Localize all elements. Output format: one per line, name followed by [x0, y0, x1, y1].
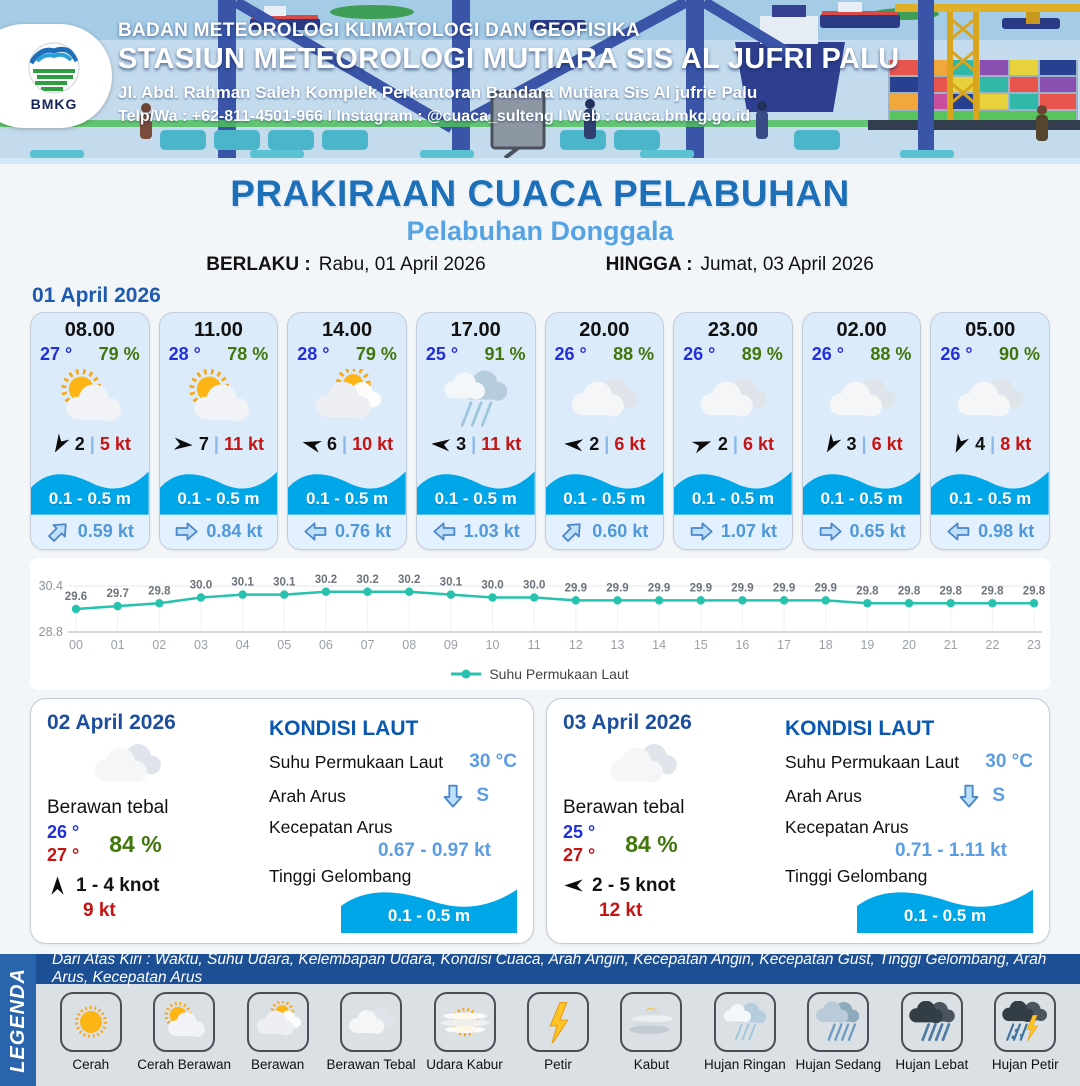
wave-height-value: 0.1 - 0.5 m: [820, 488, 903, 508]
legend-footer: [0, 951, 1080, 1086]
current-direction-icon: [689, 519, 714, 544]
sst-line-chart: [30, 564, 1050, 664]
weather-icon-berawan-tebal: [546, 367, 664, 430]
svg-text:29.7: 29.7: [106, 588, 129, 601]
day3-gust: 12 kt: [599, 899, 643, 921]
weather-icon-cerah-berawan: [31, 367, 149, 430]
legend-item: [512, 992, 604, 1072]
current-direction-icon: [174, 519, 199, 544]
day3-wind-range: 2 - 5 knot: [592, 874, 676, 896]
day3-temp-max: 27 °: [563, 845, 596, 866]
day2-gust: 9 kt: [83, 899, 116, 921]
wind-direction-icon: [689, 431, 716, 458]
legend-items: [36, 984, 1080, 1072]
station-address: Jl. Abd. Rahman Saleh Komplek Perkantoran Bandara Mutiara Sis Al jufrie Palu: [118, 83, 758, 102]
forecast-time: 08.00: [64, 319, 115, 341]
wave-height-value: 0.1 - 0.5 m: [563, 488, 646, 508]
svg-text:29.9: 29.9: [731, 582, 754, 595]
day3-date: 03 April 2026: [563, 711, 692, 734]
hourly-forecast-card: [802, 312, 922, 550]
wind-direction-icon: [45, 430, 74, 459]
current-direction-icon: [41, 514, 76, 549]
svg-text:22: 22: [985, 638, 1000, 652]
current-speed: 0.65 kt: [849, 521, 906, 542]
legend-icon-hujan-petir: [994, 992, 1056, 1052]
gust-speed: 10 kt: [352, 434, 394, 455]
svg-text:04: 04: [235, 638, 250, 652]
wind-direction-icon: [172, 433, 195, 456]
legend-icon-udara-kabur: [434, 992, 496, 1052]
forecast-time: 02.00: [836, 319, 887, 341]
legend-title: LEGENDA: [6, 967, 29, 1073]
legend-item-label: Hujan Sedang: [795, 1057, 882, 1072]
sst-chart-panel: [30, 558, 1050, 690]
current-direction-value: S: [992, 785, 1005, 806]
forecast-time: 20.00: [579, 319, 630, 341]
current-direction-icon: [956, 783, 982, 809]
separator: |: [861, 434, 867, 455]
current-direction-icon: [440, 783, 466, 809]
current-speed: 0.59 kt: [77, 521, 134, 542]
chart-legend-label: Suhu Permukaan Laut: [489, 666, 629, 682]
day2-date: 02 April 2026: [47, 711, 176, 734]
air-temperature: 26 °: [811, 344, 844, 364]
header-banner: [0, 0, 1080, 158]
svg-text:03: 03: [194, 638, 208, 652]
svg-text:29.9: 29.9: [814, 582, 837, 595]
current-speed-value: 0.67 - 0.97 kt: [377, 840, 491, 861]
weather-icon-hujan-ringan: [417, 367, 535, 430]
wind-speed: 7: [198, 434, 209, 455]
header-divider: [0, 158, 1080, 164]
humidity: 90 %: [998, 344, 1040, 364]
current-direction-value: S: [476, 785, 489, 806]
legend-icon-berawan-tebal: [340, 992, 402, 1052]
svg-text:29.8: 29.8: [856, 585, 879, 598]
sea-conditions-heading: KONDISI LAUT: [269, 717, 419, 740]
svg-text:20: 20: [902, 638, 916, 652]
page-subtitle: Pelabuhan Donggala: [406, 216, 674, 246]
wave-height-badge: [546, 459, 664, 515]
berlaku-label: BERLAKU :: [206, 254, 311, 275]
current-speed: 0.84 kt: [206, 521, 263, 542]
wind-direction-icon: [946, 431, 974, 459]
current-speed-label: Kecepatan Arus: [785, 817, 909, 837]
sea-conditions-heading: KONDISI LAUT: [785, 717, 935, 740]
sst-label: Suhu Permukaan Laut: [785, 751, 960, 772]
svg-text:28.8: 28.8: [38, 625, 63, 639]
sst-value: 30 °C: [985, 751, 1033, 772]
weather-icon-berawan-tebal: [931, 367, 1049, 430]
humidity: 88 %: [613, 344, 655, 364]
wind-direction-icon: [299, 432, 325, 458]
legend-icon-hujan-sedang: [807, 992, 869, 1052]
wave-height-value: 0.1 - 0.5 m: [177, 488, 260, 508]
wave-height-value: 0.1 - 0.5 m: [48, 488, 131, 508]
legend-item-label: Cerah: [72, 1057, 110, 1072]
humidity: 79 %: [355, 344, 397, 364]
wind-direction-icon: [429, 433, 452, 456]
separator: |: [990, 434, 996, 455]
wave-height-badge: [803, 459, 921, 515]
wave-height-value: 0.1 - 0.5 m: [691, 488, 775, 508]
weather-icon-berawan-tebal: [674, 367, 792, 430]
legend-item-label: Berawan: [250, 1057, 305, 1072]
wave-height-badge: [857, 877, 1033, 933]
wave-height-badge: [931, 459, 1049, 515]
current-speed-label: Kecepatan Arus: [269, 817, 393, 837]
gust-speed: 8 kt: [1000, 434, 1032, 455]
weather-icon-berawan-tebal: [589, 735, 697, 795]
wind-speed: 2: [589, 434, 600, 455]
forecast-time: 14.00: [322, 319, 373, 341]
svg-text:07: 07: [360, 638, 375, 652]
legend-item-label: Kabut: [633, 1057, 670, 1072]
svg-text:29.8: 29.8: [897, 585, 921, 598]
svg-text:13: 13: [610, 638, 625, 652]
humidity: 88 %: [870, 344, 912, 364]
legend-icon-cerah-berawan: [153, 992, 215, 1052]
legend-item-label: Udara Kabur: [426, 1057, 503, 1072]
legend-item-label: Petir: [544, 1057, 572, 1072]
wave-height-value: 0.1 - 0.5 m: [903, 906, 987, 925]
legend-icon-berawan: [247, 992, 309, 1052]
air-temperature: 26 °: [940, 344, 973, 364]
wind-speed: 3: [846, 434, 857, 455]
validity-row: [0, 254, 1080, 276]
svg-text:30.1: 30.1: [273, 576, 296, 589]
wave-height-value: 0.1 - 0.5 m: [305, 488, 389, 508]
svg-text:30.0: 30.0: [481, 579, 504, 592]
svg-text:01: 01: [110, 638, 125, 652]
chart-legend: [30, 664, 1050, 688]
wind-direction-icon: [562, 433, 585, 456]
hourly-forecast-card: [30, 312, 150, 550]
current-speed: 1.07 kt: [720, 521, 777, 542]
legend-item: [886, 992, 978, 1072]
wind-speed: 3: [456, 434, 467, 455]
sst-value: 30 °C: [469, 751, 517, 772]
forecast-time: 11.00: [193, 319, 243, 341]
svg-text:17: 17: [777, 638, 792, 652]
day2-humidity: 84 %: [109, 830, 162, 857]
day2-summary-card: [30, 698, 534, 944]
svg-text:19: 19: [860, 638, 875, 652]
legend-item-label: Hujan Ringan: [703, 1057, 786, 1072]
day2-temp-max: 27 °: [47, 845, 80, 866]
wind-speed: 2: [74, 434, 85, 455]
legend-marker-icon: [451, 669, 481, 679]
station-name: STASIUN METEOROLOGI MUTIARA SIS AL JUFRI PALU: [118, 43, 900, 75]
wave-height-badge: [160, 459, 278, 515]
day2-wind-range: 1 - 4 knot: [76, 874, 160, 896]
svg-text:30.1: 30.1: [231, 576, 254, 589]
svg-text:29.9: 29.9: [606, 582, 629, 595]
humidity: 79 %: [98, 344, 140, 364]
current-speed-value: 0.71 - 1.11 kt: [895, 840, 1007, 861]
legend-title-bar: [0, 954, 36, 1086]
wave-height-value: 0.1 - 0.5 m: [434, 488, 517, 508]
svg-text:14: 14: [652, 638, 667, 652]
svg-text:10: 10: [485, 638, 500, 652]
air-temperature: 26 °: [554, 344, 587, 364]
gust-speed: 5 kt: [99, 434, 131, 455]
legend-icon-hujan-lebat: [901, 992, 963, 1052]
air-temperature: 26 °: [683, 344, 716, 364]
svg-text:29.9: 29.9: [689, 582, 712, 595]
svg-text:29.8: 29.8: [148, 585, 171, 598]
hourly-forecast-card: [545, 312, 665, 550]
wave-height-label: Tinggi Gelombang: [785, 866, 928, 886]
svg-text:06: 06: [318, 638, 333, 652]
day3-condition: Berawan tebal: [563, 797, 685, 818]
hourly-forecast-row: [30, 312, 1050, 550]
forecast-time: 05.00: [965, 319, 1016, 341]
weather-icon-berawan-tebal: [803, 367, 921, 430]
hourly-forecast-card: [287, 312, 407, 550]
current-direction-icon: [818, 519, 843, 544]
bmkg-logo-text: BMKG: [30, 95, 78, 112]
svg-text:11: 11: [527, 638, 541, 652]
bmkg-logo-icon: [27, 41, 81, 95]
legend-item: [792, 992, 884, 1072]
wind-speed: 4: [975, 434, 986, 455]
hingga-label: HINGGA :: [605, 254, 693, 275]
day3-temp-min: 25 °: [563, 822, 596, 842]
legend-icon-petir: [527, 992, 589, 1052]
gust-speed: 11 kt: [223, 434, 264, 455]
current-speed: 0.60 kt: [592, 521, 649, 542]
svg-text:16: 16: [735, 638, 750, 652]
legend-icon-cerah: [60, 992, 122, 1052]
page-title: PRAKIRAAN CUACA PELABUHAN: [230, 173, 850, 214]
weather-icon-berawan: [288, 367, 406, 430]
legend-note: Dari Atas Kiri : Waktu, Suhu Udara, Kelembapan Udara, Kondisi Cuaca, Arah Angin, Kecepatan Angin, Kecepatan Gust, Tinggi Gelombang, Arah Arus, Kecepatan Arus: [36, 954, 1080, 984]
sst-label: Suhu Permukaan Laut: [269, 751, 444, 772]
hourly-forecast-card: [416, 312, 536, 550]
daily-summary-row: [30, 698, 1050, 944]
legend-icon-hujan-ringan: [714, 992, 776, 1052]
legend-item: [45, 992, 137, 1072]
svg-text:21: 21: [943, 638, 958, 652]
org-name: BADAN METEOROLOGI KLIMATOLOGI DAN GEOFISIKA: [118, 20, 641, 41]
hourly-forecast-card: [673, 312, 793, 550]
legend-item: [699, 992, 791, 1072]
weather-icon-berawan-tebal: [73, 735, 181, 795]
svg-text:30.0: 30.0: [522, 579, 546, 592]
svg-text:02: 02: [152, 638, 167, 652]
hourly-forecast-card: [930, 312, 1050, 550]
legend-item: [138, 992, 230, 1072]
svg-text:09: 09: [443, 638, 458, 652]
wave-height-badge: [674, 459, 792, 515]
current-speed: 0.76 kt: [335, 521, 392, 542]
legend-item-label: Hujan Petir: [991, 1057, 1059, 1072]
forecast-time: 17.00: [450, 319, 501, 341]
svg-text:29.9: 29.9: [564, 582, 588, 595]
day3-humidity: 84 %: [625, 830, 678, 857]
wave-height-badge: [31, 459, 149, 515]
separator: |: [89, 434, 95, 455]
svg-text:29.9: 29.9: [647, 582, 671, 595]
legend-item: [419, 992, 511, 1072]
wind-speed: 2: [717, 434, 728, 455]
legend-item: [979, 992, 1071, 1072]
svg-text:18: 18: [818, 638, 833, 652]
svg-text:29.6: 29.6: [64, 591, 88, 603]
day3-summary-card: [546, 698, 1050, 944]
legend-item: [325, 992, 417, 1072]
humidity: 89 %: [741, 344, 783, 364]
gust-speed: 6 kt: [871, 434, 903, 455]
svg-text:30.4: 30.4: [38, 579, 63, 593]
day2-condition: Berawan tebal: [47, 797, 169, 818]
svg-text:30.2: 30.2: [356, 573, 379, 586]
wave-height-badge: [417, 459, 535, 515]
separator: |: [604, 434, 610, 455]
wave-height-value: 0.1 - 0.5 m: [949, 488, 1032, 508]
day1-date: 01 April 2026: [32, 284, 161, 307]
wave-height-value: 0.1 - 0.5 m: [387, 906, 471, 925]
air-temperature: 28 °: [297, 344, 330, 364]
wave-height-badge: [288, 459, 406, 515]
current-direction-icon: [946, 519, 971, 544]
svg-text:00: 00: [69, 638, 83, 652]
current-direction-icon: [303, 519, 328, 544]
legend-icon-kabut: [620, 992, 682, 1052]
svg-text:29.8: 29.8: [939, 585, 962, 598]
svg-text:30.2: 30.2: [314, 573, 338, 586]
forecast-time: 23.00: [707, 319, 758, 341]
legend-item: [605, 992, 697, 1072]
svg-text:29.8: 29.8: [981, 585, 1004, 598]
current-direction-icon: [555, 514, 590, 549]
wave-height-label: Tinggi Gelombang: [269, 866, 412, 886]
current-direction-label: Arah Arus: [785, 785, 862, 806]
wind-direction-icon: [817, 430, 846, 459]
air-temperature: 25 °: [425, 344, 459, 364]
hourly-forecast-card: [159, 312, 279, 550]
humidity: 78 %: [227, 344, 269, 364]
legend-item-label: Cerah Berawan: [137, 1057, 232, 1072]
svg-text:30.1: 30.1: [439, 576, 463, 589]
current-direction-label: Arah Arus: [269, 785, 346, 806]
svg-text:29.9: 29.9: [772, 582, 796, 595]
gust-speed: 11 kt: [481, 434, 522, 455]
wind-speed: 6: [327, 434, 338, 455]
wave-height-badge: [341, 877, 517, 933]
svg-text:12: 12: [568, 638, 583, 652]
svg-text:30.0: 30.0: [189, 579, 213, 592]
bmkg-logo: [0, 24, 112, 128]
svg-text:08: 08: [402, 638, 417, 652]
separator: |: [342, 434, 348, 455]
day2-temp-min: 26 °: [47, 822, 80, 842]
separator: |: [213, 434, 219, 455]
weather-icon-cerah-berawan: [160, 367, 278, 430]
current-speed: 1.03 kt: [463, 521, 520, 542]
station-contact: Telp/Wa : +62-811-4501-966 I Instagram : @cuaca_sulteng I Web : cuaca.bmkg.go.id: [118, 108, 750, 125]
svg-text:05: 05: [277, 638, 292, 652]
current-speed: 0.98 kt: [978, 521, 1035, 542]
svg-text:23: 23: [1027, 638, 1041, 652]
air-temperature: 27 °: [40, 344, 73, 364]
legend-item-label: Hujan Lebat: [895, 1057, 969, 1072]
separator: |: [732, 434, 738, 455]
wind-direction-icon: [563, 875, 584, 896]
air-temperature: 28 °: [168, 344, 201, 364]
svg-text:30.2: 30.2: [398, 573, 421, 586]
svg-text:29.8: 29.8: [1022, 585, 1046, 598]
separator: |: [471, 434, 477, 455]
humidity: 91 %: [484, 344, 526, 364]
gust-speed: 6 kt: [742, 434, 774, 455]
current-direction-icon: [432, 519, 457, 544]
legend-item: [232, 992, 324, 1072]
gust-speed: 6 kt: [614, 434, 646, 455]
svg-text:15: 15: [693, 638, 708, 652]
wind-direction-icon: [47, 875, 68, 896]
berlaku-value: Rabu, 01 April 2026: [318, 254, 486, 275]
hingga-value: Jumat, 03 April 2026: [700, 254, 874, 275]
legend-item-label: Berawan Tebal: [326, 1057, 416, 1072]
